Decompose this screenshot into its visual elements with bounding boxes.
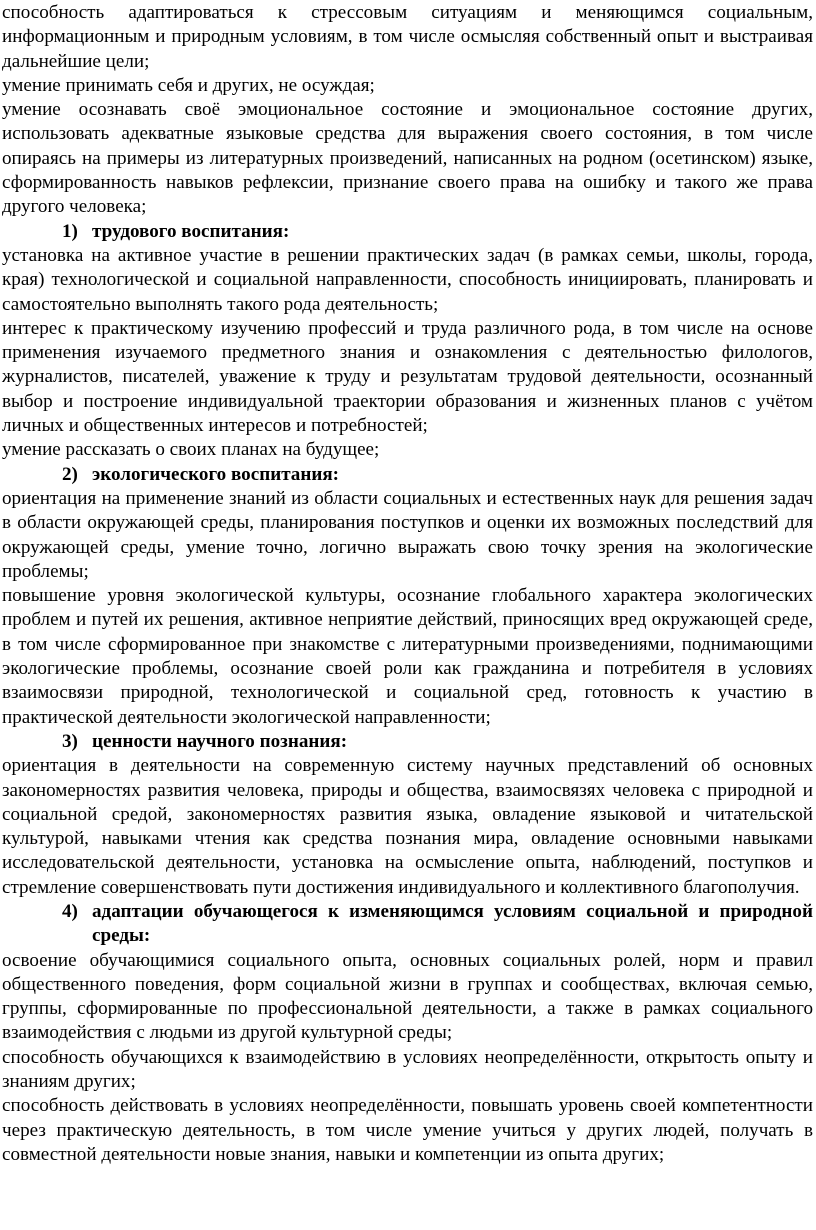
paragraph-emotional-state: умение осознавать своё эмоциональное состояние и эмоциональное состояние других, использовать адекватные языковые средства для выражения своего состояния, в том числе опираясь на примеры из литературных произведений, написанных на родном (осетинском) языке, сформированность навыков рефлексии, признание своего права на ошибку и такого же права другого человека; <box>2 99 813 218</box>
section-heading-labor <box>2 220 813 244</box>
section-heading-adaptation <box>2 900 813 949</box>
paragraph-act-uncertainty: способность действовать в условиях неопределённости, повышать уровень своей компетентности через практическую деятельность, в том числе умение учиться у других людей, получать в совместной деятельности новые знания, навыки и компетенции из опыта других; <box>2 1095 813 1165</box>
paragraph-future-plans: умение рассказать о своих планах на будущее; <box>2 439 380 461</box>
section-number: 1) <box>62 220 78 242</box>
section-heading-science <box>2 730 813 754</box>
section-number: 3) <box>62 730 78 752</box>
section-number: 4) <box>62 900 78 922</box>
section-title: ценности научного познания: <box>92 730 348 752</box>
section-number: 2) <box>62 463 78 485</box>
paragraph-active-participation: установка на активное участие в решении практических задач (в рамках семьи, школы, города, края) технологической и социальной направленности, способность инициировать, планировать и самостоятельно выполнять такого рода деятельность; <box>2 244 813 315</box>
paragraph-knowledge-application: ориентация на применение знаний из области социальных и естественных наук для решения задач в области окружающей среды, планирования поступков и оценки их возможных последствий для окружающей среды, умение точно, логично выражать свою точку зрения на экологические проблемы; <box>2 487 813 582</box>
paragraph-social-experience: освоение обучающимися социального опыта, основных социальных ролей, норм и правил общественного поведения, форм социальной жизни в группах и сообществах, включая семью, группы, сформированные по профессиональной деятельности, а также в рамках социального взаимодействия с людьми из другой культурной среды; <box>2 949 813 1044</box>
paragraph-accept-self: умение принимать себя и других, не осуждая; <box>2 74 375 96</box>
paragraph-interaction-uncertainty: способность обучающихся к взаимодействию в условиях неопределённости, открытость опыту и знаниям других; <box>2 1046 813 1093</box>
paragraph-scientific-orientation: ориентация в деятельности на современную систему научных представлений об основных закономерностях развития человека, природы и общества, взаимосвязях человека с природной и социальной средой, закономерностях развития языка, овладение языковой и читательской культурой, навыками чтения как средства познания мира, овладение основными навыками исследовательской деятельности, установка на осмысление опыта, наблюдений, поступков и стремление совершенствовать пути достижения индивидуального и коллективного благополучия. <box>2 755 813 898</box>
paragraph-interest-professions: интерес к практическому изучению профессий и труда различного рода, в том числе на основе применения изучаемого предметного знания и ознакомления с деятельностью филологов, журналистов, писателей, уважение к труду и результатам трудовой деятельности, осознанный выбор и построение индивидуальной траектории образования и жизненных планов с учётом личных и общественных интересов и потребностей; <box>2 317 813 437</box>
paragraph-ecological-culture: повышение уровня экологической культуры, осознание глобального характера экологических проблем и путей их решения, активное неприятие действий, приносящих вред окружающей среде, в том числе сформированное при знакомстве с литературными произведениями, поднимающими экологические проблемы, осознание своей роли как гражданина и потребителя в условиях взаимосвязи природной, технологической и социальной сред, готовность к участию в практической деятельности экологической направленности; <box>2 585 813 728</box>
paragraph-adaptation-stress: способность адаптироваться к стрессовым ситуациям и меняющимся социальным, информационным и природным условиям, в том числе осмысляя собственный опыт и выстраивая дальнейшие цели; <box>2 2 813 72</box>
section-title: адаптации обучающегося к изменяющимся условиям социальной и природной среды: <box>92 900 813 947</box>
section-title: экологического воспитания: <box>92 463 340 485</box>
section-heading-ecology <box>2 463 813 487</box>
section-title: трудового воспитания: <box>92 220 290 242</box>
